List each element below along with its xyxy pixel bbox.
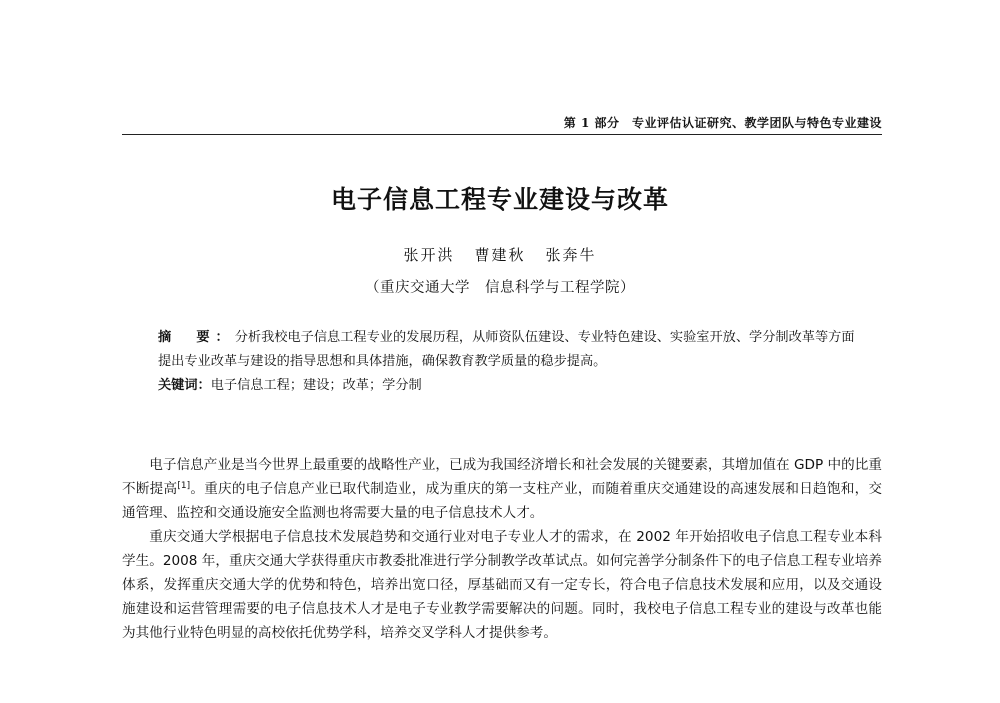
keywords-text: 电子信息工程；建设；改革；学分制 xyxy=(210,378,422,393)
abstract-label: 摘 要： xyxy=(158,330,235,345)
body-paragraph xyxy=(122,453,882,525)
affiliation: （重庆交通大学 信息科学与工程学院） xyxy=(365,280,635,296)
body-text xyxy=(122,453,882,645)
paragraph-text: 电子信息产业是当今世界上最重要的战略性产业，已成为我国经济增长和社会发展的关键要素，其增加值在 GDP 中的比重不断提高 xyxy=(122,457,882,497)
abstract-text: 分析我校电子信息工程专业的发展历程，从师资队伍建设、专业特色建设、实验室开放、学分制改革等方面提出专业改革与建设的指导思想和具体措施，确保教育教学质量的稳步提高。 xyxy=(158,330,855,369)
body-paragraph: 重庆交通大学根据电子信息技术发展趋势和交通行业对电子专业人才的需求，在 2002 年开始招收电子信息工程专业本科学生。2008 年，重庆交通大学获得重庆市教委批准进行学分制教学改革试点。如何完善学分制条件下的电子信息工程专业培养体系，发挥重庆交通大学的优势和特色，培养出宽口径，厚基础而又有一定专长，符合电子信息技术发展和应用，以及交通设施建设和运营管理需要的电子信息技术人才是电子专业教学需要解决的问题。同时，我校电子信息工程专业的建设与改革也能为其他行业特色明显的高校依托优势学科，培养交叉学科人才提供参考。 xyxy=(122,529,882,641)
author-name: 曹建秋 xyxy=(474,246,526,264)
author-list xyxy=(0,244,1000,265)
keywords-label: 关键词： xyxy=(158,378,211,393)
abstract-block xyxy=(158,326,858,398)
paragraph-text: 。重庆的电子信息产业已取代制造业，成为重庆的第一支柱产业，而随着重庆交通建设的高速发展和日趋饱和，交通管理、监控和交通设施安全监测也将需要大量的电子信息技术人才。 xyxy=(122,481,883,521)
citation-ref: [1] xyxy=(177,481,191,491)
keywords xyxy=(158,374,858,398)
header-rule xyxy=(122,134,882,135)
author-name: 张开洪 xyxy=(403,246,455,264)
paper-title: 电子信息工程专业建设与改革 xyxy=(330,185,669,214)
abstract xyxy=(158,326,858,374)
running-header: 第 1 部分 专业评估认证研究、教学团队与特色专业建设 xyxy=(563,116,882,130)
author-name: 张奔牛 xyxy=(545,246,597,264)
